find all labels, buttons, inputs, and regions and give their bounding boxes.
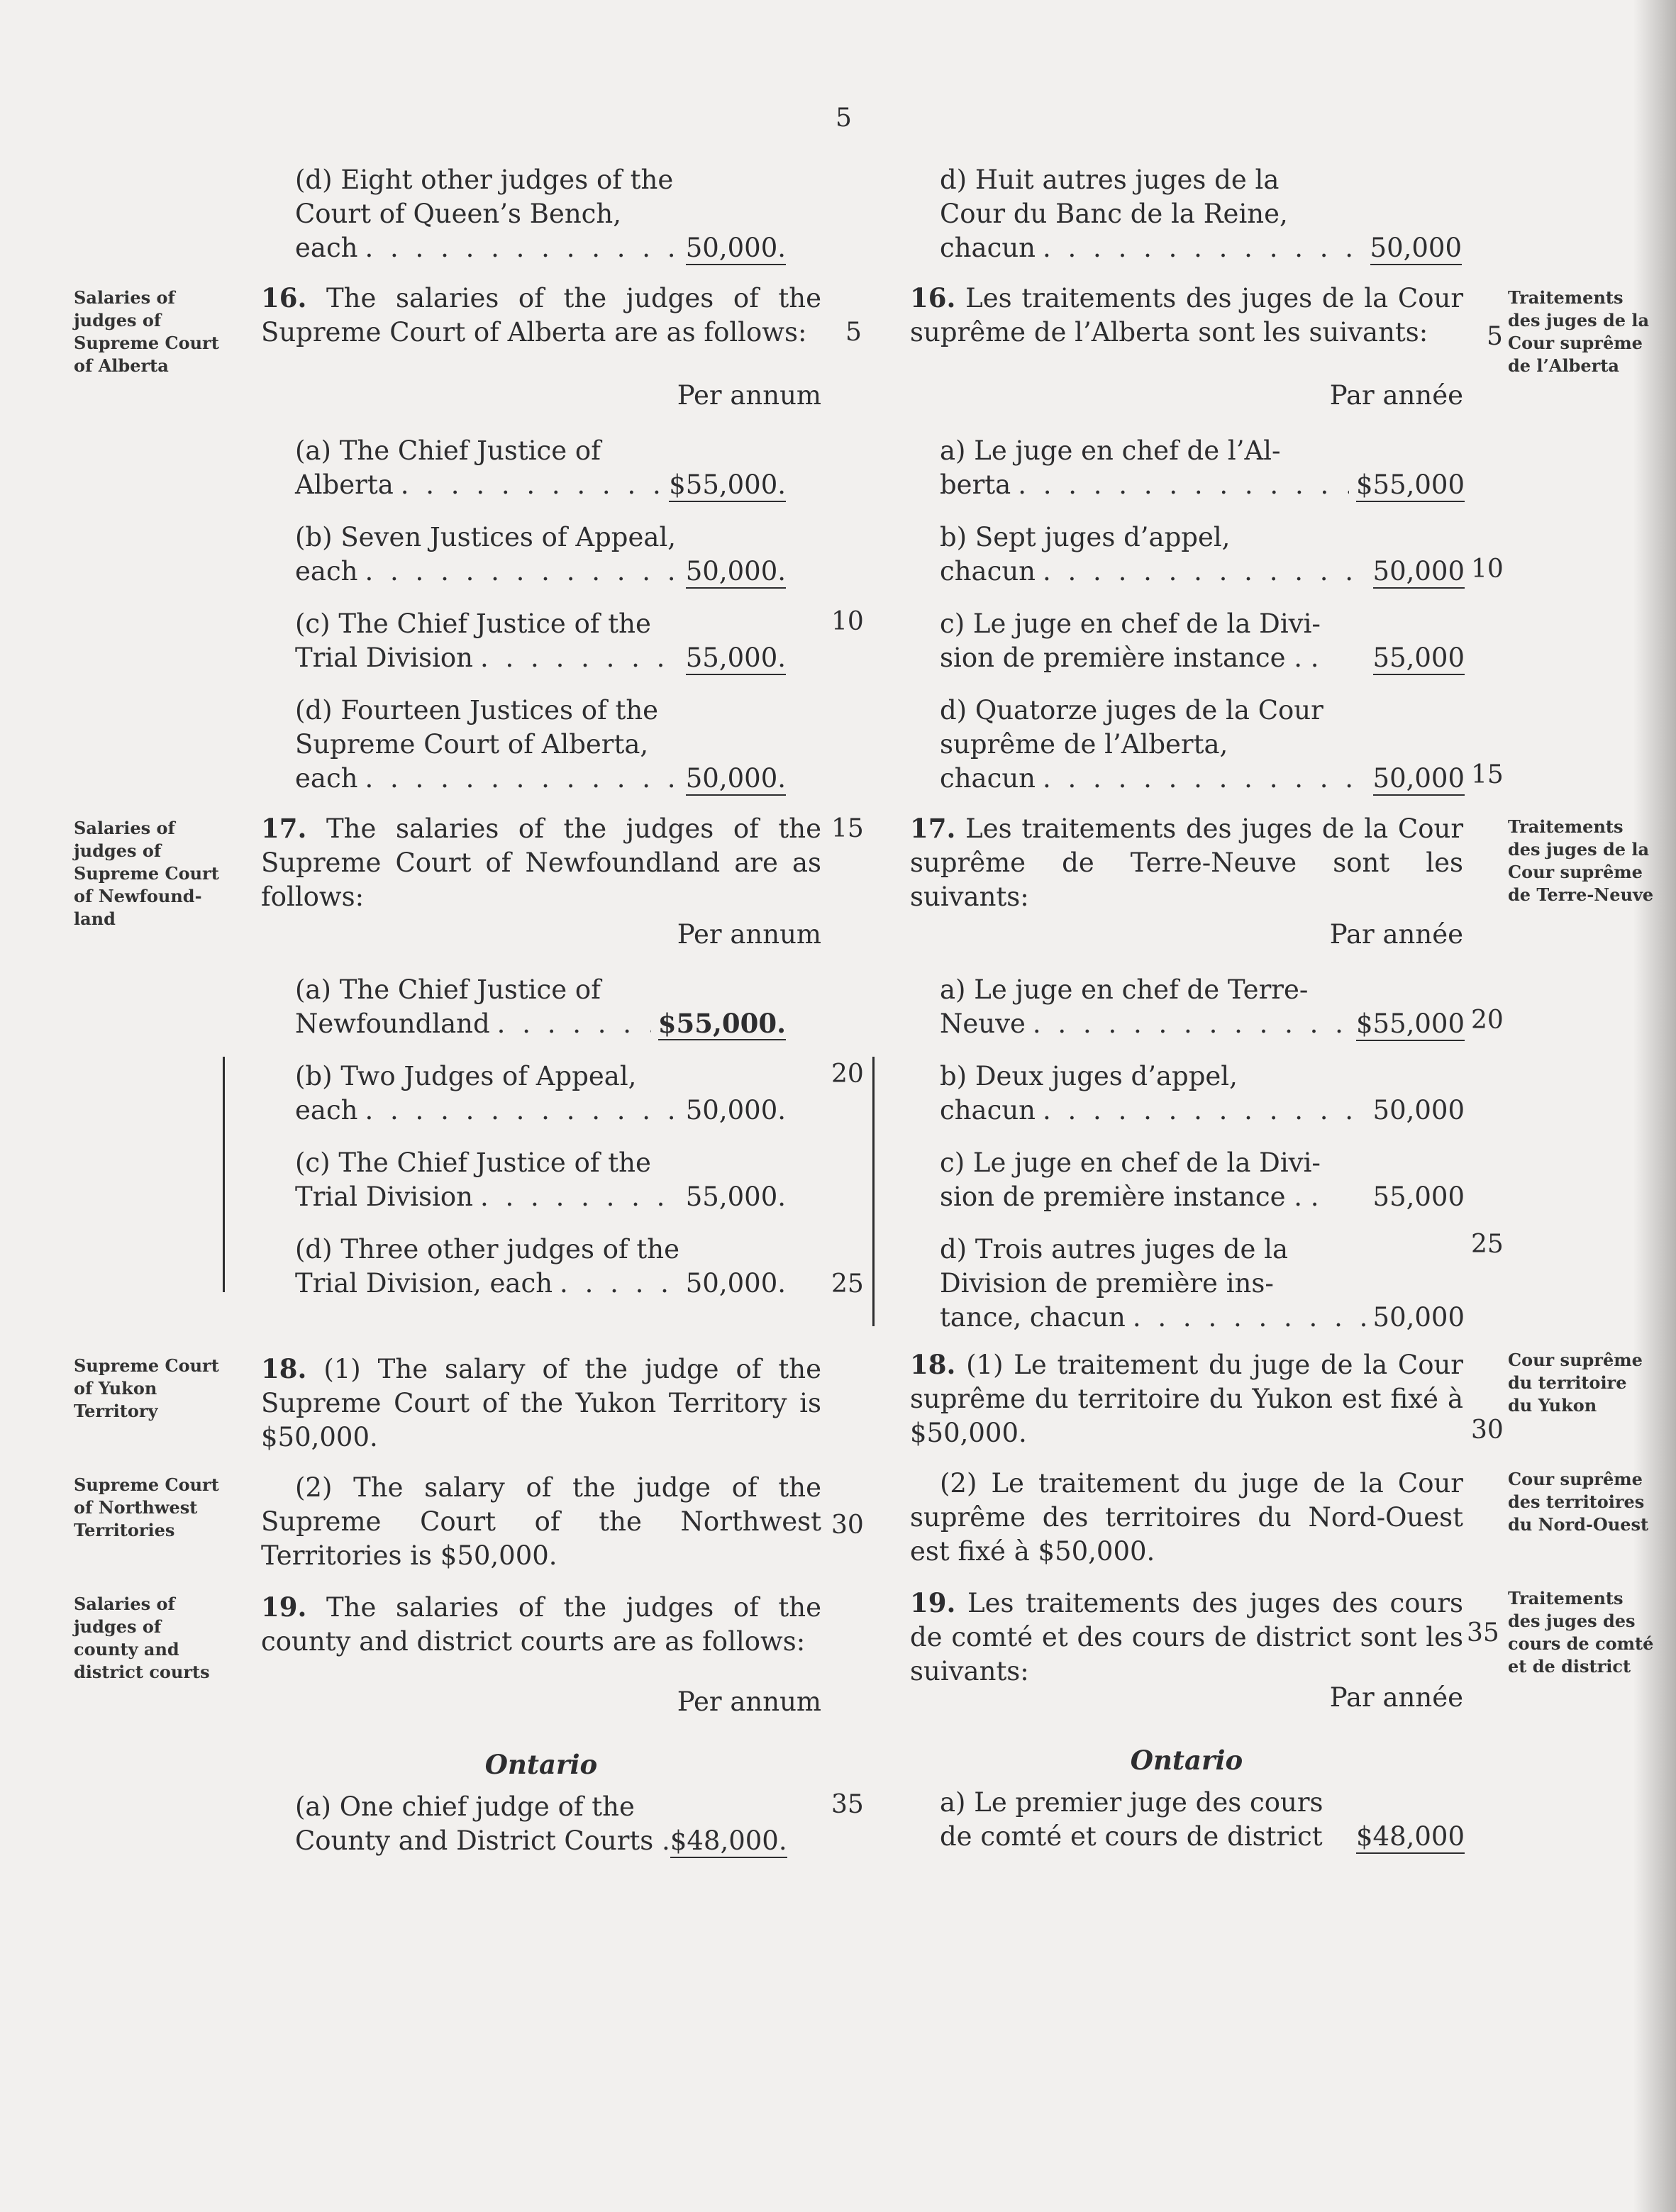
section-18-2-fr [910, 1467, 1463, 1569]
margin-note-newfoundland: Salaries of judges of Supreme Court of Newfound-land [74, 818, 219, 929]
section-number: 18. [910, 1349, 956, 1380]
margin-note-county: Salaries of judges of county and district courts [74, 1594, 210, 1682]
item-text: Neuve [940, 1008, 1026, 1039]
leader-dots [1043, 555, 1366, 589]
item-text: Court of Queen’s Bench, [295, 199, 621, 229]
s16-item-c [295, 607, 821, 675]
per-annum-label: Per annum [677, 919, 821, 950]
revision-bar [223, 1057, 225, 1292]
per-annum-label: Per annum [677, 380, 821, 411]
amount: 50,000. [686, 233, 786, 265]
revision-bar [872, 1057, 875, 1326]
section-text: Les traitements des juges des cours de comté et des cours de district sont les suivants: [910, 1588, 1464, 1686]
line-number: 30 [831, 1511, 864, 1540]
s16-item-a [295, 434, 821, 502]
leader-dots [1133, 1301, 1366, 1335]
item-text: d) Quatorze juges de la Cour [940, 695, 1323, 726]
leader-dots [1043, 231, 1363, 265]
item-text: b) Sept juges d’appel, [940, 522, 1231, 552]
s19-item-a-fr [940, 1786, 1463, 1854]
section-text: The salaries of the judges of the county and district courts are as follows: [261, 1592, 821, 1657]
section-number: 17. [910, 813, 956, 844]
province-heading: Ontario [484, 1749, 598, 1780]
amount: $55,000 [1356, 469, 1465, 502]
item-text: chacun [940, 763, 1036, 794]
item-text: sion de première instance . . [940, 643, 1319, 673]
leader-dots [365, 231, 679, 265]
s19-item-a [295, 1790, 821, 1858]
line-number: 5 [845, 318, 862, 347]
section-number: 16. [910, 282, 956, 313]
section-text: (2) Le traitement du juge de la Cour suprême des territoires du Nord-Ouest est fixé à $50,000. [910, 1468, 1463, 1567]
line-number: 20 [831, 1060, 864, 1089]
par-annee-label: Par année [1329, 380, 1463, 411]
amount: 55,000 [1373, 643, 1465, 675]
item-text: Division de première ins- [940, 1268, 1274, 1299]
section-17-fr [910, 811, 1463, 914]
item-text: (c) The Chief Justice of the [295, 1147, 651, 1178]
item-text: d) Huit autres juges de la [940, 165, 1280, 195]
item-text: a) Le premier juge des cours [940, 1787, 1323, 1818]
line-number: 30 [1471, 1416, 1504, 1445]
per-annum-label: Per annum [677, 1686, 821, 1717]
item-text: chacun [940, 1095, 1036, 1126]
amount: 50,000. [686, 556, 786, 589]
section-16 [261, 281, 821, 350]
margin-note-fr-county: Traitements des juges des cours de comté et de district [1508, 1588, 1654, 1677]
section-number: 19. [261, 1591, 307, 1623]
amount: 55,000. [686, 643, 786, 675]
item-text: Cour du Banc de la Reine, [940, 199, 1288, 229]
section-number: 19. [910, 1587, 956, 1618]
amount: 50,000 [1373, 556, 1465, 589]
s17-item-d-fr [940, 1233, 1463, 1335]
item-text: Trial Division, each [295, 1268, 553, 1299]
item-text: County and District Courts . [295, 1825, 670, 1856]
leader-dots [480, 1180, 679, 1214]
amount: 50,000 [1370, 233, 1462, 265]
amount: $55,000. [669, 469, 786, 502]
s15-item-d-fr [940, 163, 1463, 265]
line-number: 5 [1487, 322, 1503, 351]
item-text: chacun [940, 233, 1036, 263]
line-number: 15 [1471, 760, 1504, 789]
section-text: (1) The salary of the judge of the Supreme Court of the Yukon Territory is $50,000. [261, 1354, 821, 1452]
section-19-fr [910, 1586, 1463, 1689]
s17-item-d [295, 1233, 821, 1301]
page-number: 5 [836, 104, 852, 133]
s17-item-b-fr [940, 1060, 1463, 1128]
item-text: (d) Eight other judges of the [295, 165, 674, 195]
margin-note-fr-terre-neuve: Traitements des juges de la Cour suprême de Terre-Neuve [1508, 816, 1654, 905]
amount: 50,000 [1372, 1095, 1465, 1126]
leader-dots [1043, 762, 1366, 796]
section-text: (1) Le traitement du juge de la Cour suprême du territoire du Yukon est fixé à $50,000. [910, 1350, 1463, 1448]
amount: $55,000 [1356, 1008, 1465, 1041]
item-text: de comté et cours de district [940, 1821, 1323, 1852]
par-annee-label: Par année [1329, 1682, 1463, 1713]
province-heading: Ontario [1130, 1745, 1243, 1776]
s16-item-a-fr [940, 434, 1463, 502]
par-annee-label: Par année [1329, 919, 1463, 950]
margin-note-fr-alberta: Traitements des juges de la Cour suprême de l’Alberta [1508, 287, 1650, 376]
item-text: berta [940, 469, 1011, 500]
item-text: each [295, 556, 358, 587]
s15-item-d [295, 163, 821, 265]
amount: 50,000 [1372, 1302, 1465, 1333]
leader-dots [365, 555, 679, 589]
item-text: (a) The Chief Justice of [295, 435, 601, 466]
item-text: (d) Three other judges of the [295, 1234, 680, 1265]
section-18-1 [261, 1352, 821, 1455]
margin-note-fr-yukon: Cour suprême du territoire du Yukon [1508, 1350, 1643, 1416]
leader-dots [1033, 1007, 1349, 1041]
item-text: (a) The Chief Justice of [295, 974, 601, 1005]
section-number: 18. [261, 1353, 307, 1384]
section-text: The salaries of the judges of the Supreme Court of Alberta are as follows: [261, 283, 821, 348]
item-text: Supreme Court of Alberta, [295, 729, 649, 760]
section-number: 17. [261, 813, 307, 844]
leader-dots [365, 762, 679, 796]
section-text: The salaries of the judges of the Supreme Court of Newfoundland are as follows: [261, 813, 821, 912]
s17-item-a [295, 973, 821, 1041]
section-16-fr [910, 281, 1463, 350]
amount: 55,000 [1372, 1182, 1465, 1212]
item-text: Trial Division [295, 1182, 474, 1212]
margin-note-northwest: Supreme Court of Northwest Territories [74, 1474, 219, 1540]
section-text: Les traitements des juges de la Cour suprême de l’Alberta sont les suivants: [910, 283, 1464, 348]
item-text: b) Deux juges d’appel, [940, 1061, 1238, 1091]
item-text: Newfoundland [295, 1008, 490, 1039]
s16-item-b [295, 521, 821, 589]
margin-note-yukon: Supreme Court of Yukon Territory [74, 1355, 219, 1421]
line-number: 10 [1471, 555, 1504, 584]
line-number: 35 [831, 1790, 864, 1819]
item-text: a) Le juge en chef de l’Al- [940, 435, 1281, 466]
s17-item-b [295, 1060, 821, 1128]
item-text: each [295, 763, 358, 794]
item-text: Trial Division [295, 643, 474, 673]
leader-dots [401, 468, 662, 502]
item-text: sion de première instance . . [940, 1182, 1319, 1212]
item-text: (b) Two Judges of Appeal, [295, 1061, 637, 1091]
line-number: 35 [1467, 1618, 1499, 1647]
leader-dots [560, 1267, 679, 1301]
item-text: a) Le juge en chef de Terre- [940, 974, 1309, 1005]
amount: 50,000. [685, 1095, 786, 1126]
line-number: 20 [1471, 1006, 1504, 1035]
amount: 55,000. [685, 1182, 786, 1212]
margin-note-alberta: Salaries of judges of Supreme Court of Alberta [74, 287, 219, 376]
item-text: chacun [940, 556, 1036, 587]
amount: 50,000. [685, 1268, 786, 1299]
amount: 50,000 [1373, 763, 1465, 796]
amount: 50,000. [686, 763, 786, 796]
leader-dots [1018, 468, 1349, 502]
item-text: d) Trois autres juges de la [940, 1234, 1289, 1265]
s17-item-c-fr [940, 1146, 1463, 1214]
section-text: Les traitements des juges de la Cour suprême de Terre-Neuve sont les suivants: [910, 813, 1464, 912]
s17-item-c [295, 1146, 821, 1214]
s16-item-d [295, 694, 821, 796]
item-text: suprême de l’Alberta, [940, 729, 1228, 760]
item-text: (b) Seven Justices of Appeal, [295, 522, 677, 552]
item-text: each [295, 1095, 358, 1126]
item-text: (c) The Chief Justice of the [295, 608, 651, 639]
line-number: 15 [831, 814, 864, 843]
section-text: (2) The salary of the judge of the Supreme Court of the Northwest Territories is $50,000. [261, 1472, 821, 1571]
line-number: 10 [831, 607, 864, 636]
amount: $55,000. [657, 1008, 786, 1039]
leader-dots [497, 1007, 651, 1041]
s16-item-b-fr [940, 521, 1463, 589]
item-text: c) Le juge en chef de la Divi- [940, 608, 1321, 639]
item-text: each [295, 233, 358, 263]
amount: $48,000 [1356, 1821, 1465, 1854]
section-number: 16. [261, 282, 307, 313]
section-17 [261, 811, 821, 914]
item-text: Alberta [295, 469, 394, 500]
s16-item-d-fr [940, 694, 1463, 796]
s16-item-c-fr [940, 607, 1463, 675]
item-text: tance, chacun [940, 1302, 1126, 1333]
item-text: c) Le juge en chef de la Divi- [940, 1147, 1321, 1178]
s17-item-a-fr [940, 973, 1463, 1041]
section-18-1-fr [910, 1347, 1463, 1450]
leader-dots [1043, 1094, 1366, 1128]
leader-dots [365, 1094, 679, 1128]
item-text: (a) One chief judge of the [295, 1791, 635, 1822]
margin-note-fr-nord-ouest: Cour suprême des territoires du Nord-Ouest [1508, 1469, 1649, 1535]
amount: $48,000. [670, 1825, 787, 1858]
leader-dots [480, 641, 679, 675]
section-19 [261, 1590, 821, 1659]
line-number: 25 [831, 1269, 864, 1299]
item-text: (d) Fourteen Justices of the [295, 695, 659, 726]
section-18-2 [261, 1471, 821, 1573]
line-number: 25 [1471, 1230, 1504, 1259]
